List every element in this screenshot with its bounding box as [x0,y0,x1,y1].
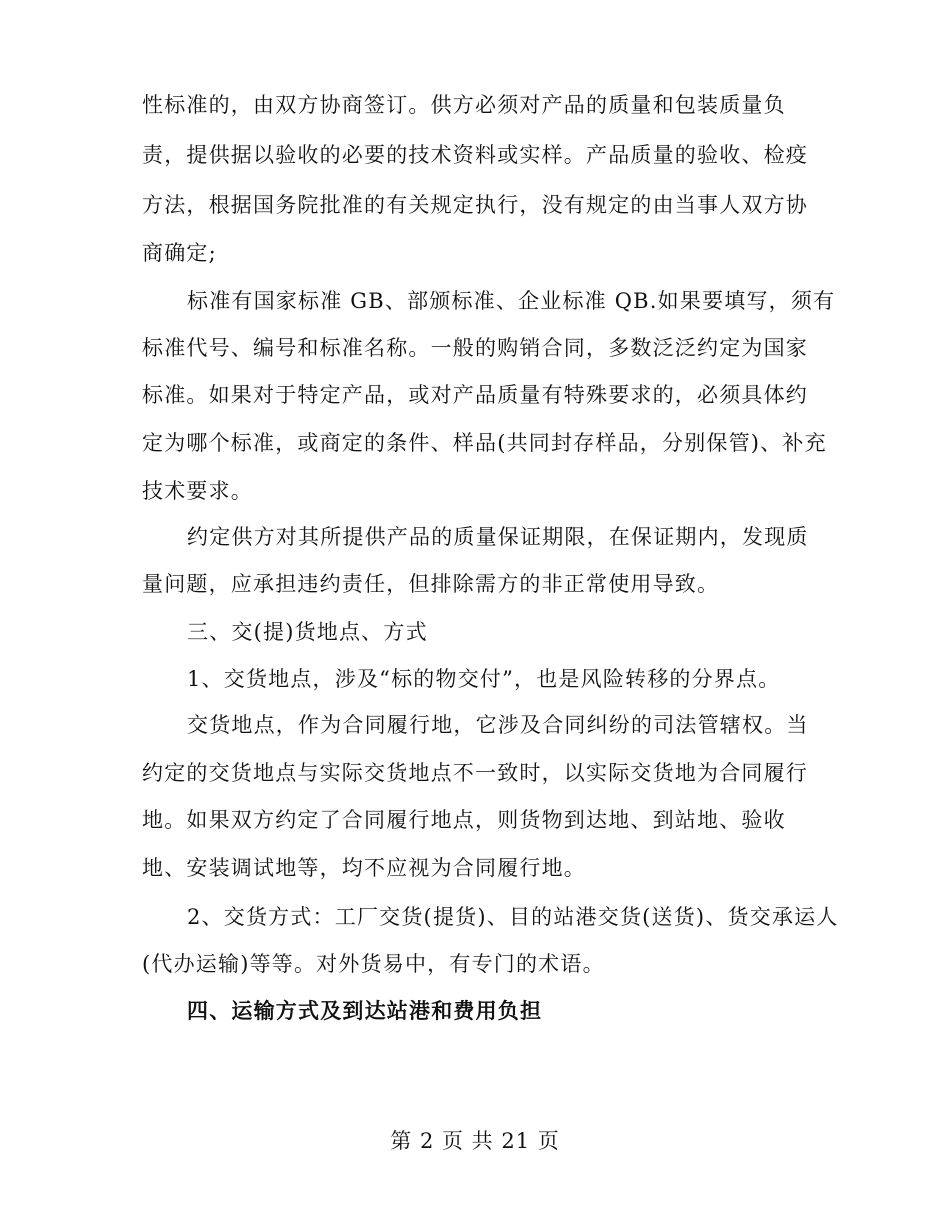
page-number: 第 2 页 共 21 页 [390,1129,560,1153]
body-text-line: 技术要求。 [142,479,253,503]
section-heading-4: 四、运输方式及到达站港和费用负担 [187,998,543,1023]
body-text-line: 量问题，应承担违约责任，但排除需方的非正常使用导致。 [142,572,720,596]
subsection-heading-1: 1、交货地点，涉及“标的物交付”，也是风险转移的分界点。 [187,667,781,691]
body-text-line: 标准有国家标准 GB、部颁标准、企业标准 QB.如果要填写，须有 [187,289,836,313]
body-text-line: 地。如果双方约定了合同履行地点，则货物到达地、到站地、验收 [142,808,786,832]
subsection-heading-2: 2、交货方式：工厂交货(提货)、目的站港交货(送货)、货交承运人 [187,905,839,929]
section-heading-3: 三、交(提)货地点、方式 [187,620,428,644]
page-footer [0,1128,950,1154]
body-text-line: 定为哪个标准，或商定的条件、样品(共同封存样品，分别保管)、补充 [142,431,827,455]
body-text-line: 标准。如果对于特定产品，或对产品质量有特殊要求的，必须具体约 [142,383,808,407]
body-text-line: 商确定; [142,241,217,265]
body-text-line: 地、安装调试地等，均不应视为合同履行地。 [142,856,586,880]
body-text-line: 标准代号、编号和标准名称。一般的购销合同，多数泛泛约定为国家 [142,336,808,360]
body-text-line: 责，提供据以验收的必要的技术资料或实样。产品质量的验收、检疫 [142,143,808,167]
body-text-line: 约定的交货地点与实际交货地点不一致时，以实际交货地为合同履行 [142,761,808,785]
body-text-line: 性标准的，由双方协商签订。供方必须对产品的质量和包装质量负 [142,93,786,117]
body-text-line: 约定供方对其所提供产品的质量保证期限，在保证期内，发现质 [187,525,809,549]
body-text-line: (代办运输)等等。对外货易中，有专门的术语。 [142,952,605,976]
body-text-line: 交货地点，作为合同履行地，它涉及合同纠纷的司法管辖权。当 [187,713,809,737]
body-text-line: 方法，根据国务院批准的有关规定执行，没有规定的由当事人双方协 [142,193,808,217]
